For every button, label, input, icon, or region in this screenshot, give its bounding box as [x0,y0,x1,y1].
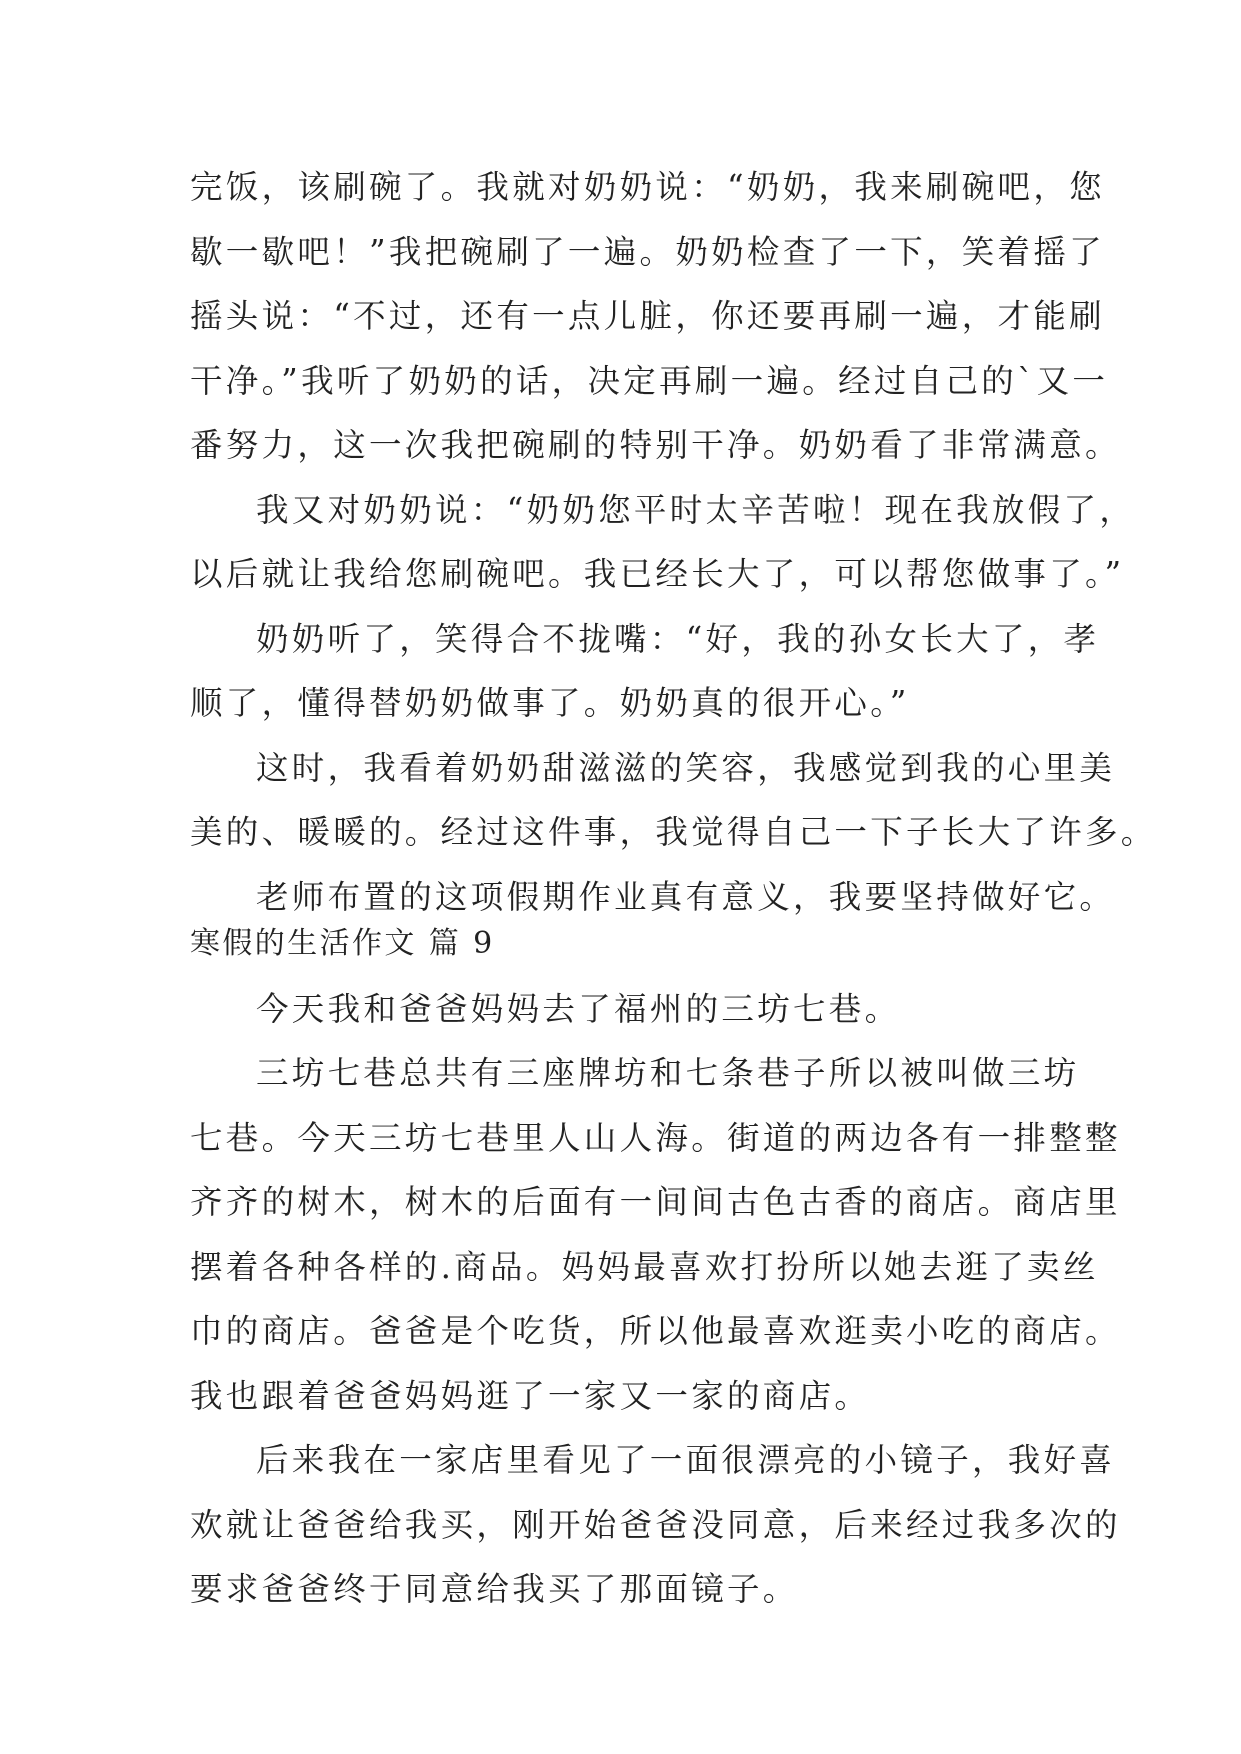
essay-continuation [190,155,1157,929]
text-line: 奶奶听了，笑得合不拢嘴：“好，我的孙女长大了，孝 [256,619,1100,658]
text-line: 后来我在一家店里看见了一面很漂亮的小镜子，我好喜 [256,1441,1116,1479]
text-line: 老师布置的这项假期作业真有意义，我要坚持做好它。 [256,877,1116,916]
text-line: 以后就让我给您刷碗吧。我已经长大了，可以帮您做事了。” [190,555,1125,593]
text-line: 番努力，这一次我把碗刷的特别干净。奶奶看了非常满意。 [190,426,1121,464]
text-line: 顺了，懂得替奶奶做事了。奶奶真的很开心。” [190,684,910,722]
text-line: 摇头说：“不过，还有一点儿脏，你还要再刷一遍，才能刷 [190,297,1105,335]
text-line: 美的、暖暖的。经过这件事，我觉得自己一下子长大了许多。 [190,813,1157,851]
text-line: 三坊七巷总共有三座牌坊和七条巷子所以被叫做三坊 [256,1054,1080,1092]
text-line: 歇一歇吧！”我把碗刷了一遍。奶奶检查了一下，笑着摇了 [190,232,1105,271]
text-line: 齐齐的树木，树木的后面有一间间古色古香的商店。商店里 [190,1183,1121,1221]
text-line: 今天我和爸爸妈妈去了福州的三坊七巷。 [256,989,901,1028]
text-line: 完饭，该刷碗了。我就对奶奶说：“奶奶，我来刷碗吧，您 [190,168,1105,206]
text-line: 要求爸爸终于同意给我买了那面镜子。 [190,1570,799,1608]
text-line: 我也跟着爸爸妈妈逛了一家又一家的商店。 [190,1376,871,1415]
text-line: 欢就让爸爸给我买，刚开始爸爸没同意，后来经过我多次的 [190,1505,1121,1544]
section-title: 寒假的生活作文 篇 9 [190,926,495,961]
text-line: 这时，我看着奶奶甜滋滋的笑容，我感觉到我的心里美 [256,748,1116,787]
text-line: 干净。”我听了奶奶的话，决定再刷一遍。经过自己的`又一 [190,361,1109,400]
text-line: 摆着各种各样的.商品。妈妈最喜欢打扮所以她去逛了卖丝 [190,1247,1099,1286]
text-line: 我又对奶奶说：“奶奶您平时太辛苦啦！现在我放假了， [256,490,1136,529]
text-line: 巾的商店。爸爸是个吃货，所以他最喜欢逛卖小吃的商店。 [190,1312,1121,1350]
essay-section-9 [190,912,1121,1622]
text-line: 七巷。今天三坊七巷里人山人海。街道的两边各有一排整整 [190,1118,1121,1157]
